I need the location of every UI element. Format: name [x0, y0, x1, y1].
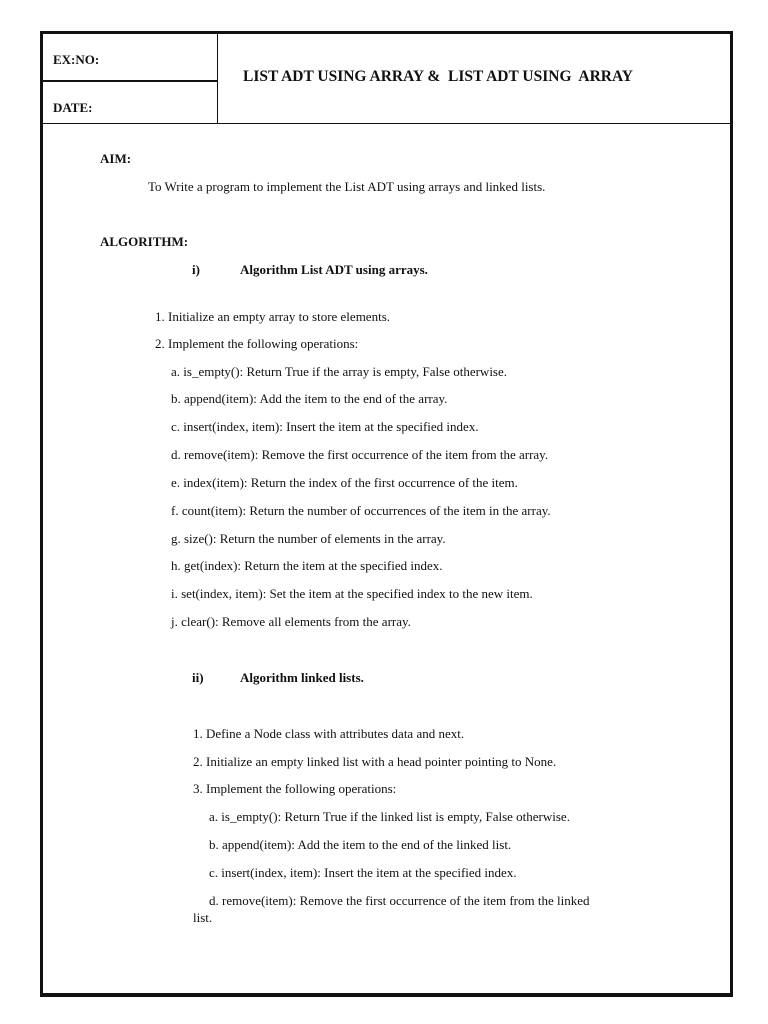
part1-operation: c. insert(index, item): Insert the item at the specified index.	[171, 419, 479, 434]
part2-continuation: list.	[193, 910, 213, 925]
part1-operation: j. clear(): Remove all elements from the array.	[171, 614, 411, 629]
part2-step: 3. Implement the following operations:	[193, 781, 397, 796]
aim-text: To Write a program to implement the List ADT using arrays and linked lists.	[148, 179, 546, 194]
part1-operation: g. size(): Return the number of elements in the array.	[171, 531, 446, 546]
part1-operation: a. is_empty(): Return True if the array is empty, False otherwise.	[171, 364, 508, 379]
header-divider	[43, 80, 217, 82]
part1-operation: f. count(item): Return the number of occurrences of the item in the array.	[171, 503, 551, 518]
part1-operation: h. get(index): Return the item at the specified index.	[171, 558, 443, 573]
algorithm-heading: ALGORITHM:	[100, 234, 189, 249]
part1-step: 1. Initialize an empty array to store elements.	[155, 309, 390, 324]
part2-operation: b. append(item): Add the item to the end of the linked list.	[209, 837, 512, 852]
part1-step: 2. Implement the following operations:	[155, 336, 359, 351]
part2-step: 2. Initialize an empty linked list with a head pointer pointing to None.	[193, 754, 557, 769]
part2-operation: d. remove(item): Remove the first occurrence of the item from the linked	[209, 893, 590, 908]
page-title: LIST ADT USING ARRAY & LIST ADT USING ARRAY	[243, 68, 633, 85]
header-left-cell	[43, 34, 218, 123]
part1-title: Algorithm List ADT using arrays.	[240, 262, 428, 277]
part2-number: ii)	[192, 670, 204, 685]
aim-heading: AIM:	[100, 151, 132, 166]
part1-operation: i. set(index, item): Set the item at the specified index to the new item.	[171, 586, 533, 601]
part1-operation: e. index(item): Return the index of the first occurrence of the item.	[171, 475, 518, 490]
part2-operation: a. is_empty(): Return True if the linked list is empty, False otherwise.	[209, 809, 570, 824]
part1-number: i)	[192, 262, 200, 277]
part2-step: 1. Define a Node class with attributes data and next.	[193, 726, 465, 741]
part2-operation: c. insert(index, item): Insert the item at the specified index.	[209, 865, 517, 880]
header-table	[43, 34, 730, 124]
part2-title: Algorithm linked lists.	[240, 670, 364, 685]
date-label: DATE:	[53, 100, 93, 115]
ex-no-label: EX:NO:	[53, 52, 100, 67]
part1-operation: b. append(item): Add the item to the end of the array.	[171, 391, 448, 406]
part1-operation: d. remove(item): Remove the first occurrence of the item from the array.	[171, 447, 549, 462]
